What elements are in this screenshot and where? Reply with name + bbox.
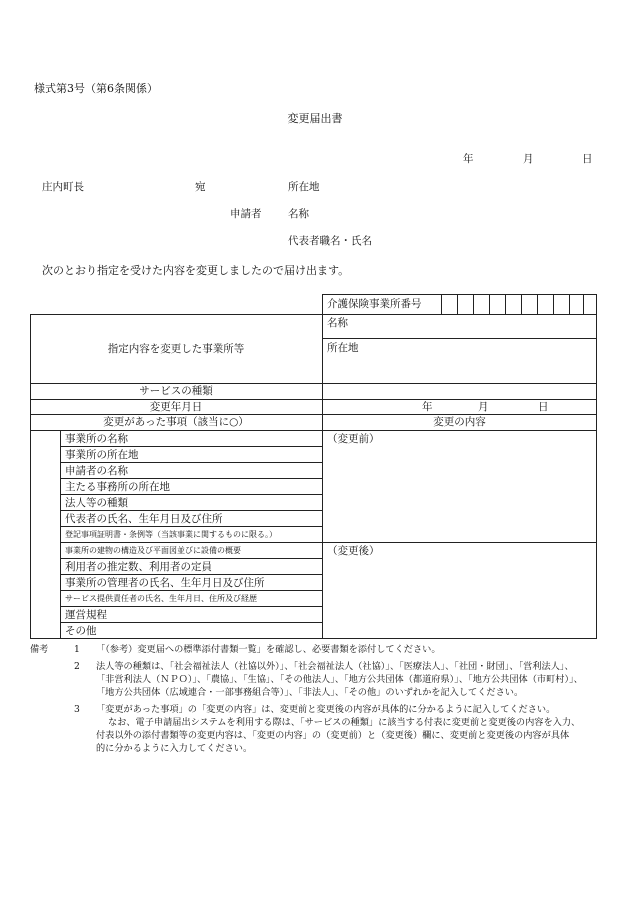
- office-name-label[interactable]: 名称: [327, 317, 348, 329]
- applicant-name-label: 名称: [288, 208, 309, 220]
- table-rule: [60, 558, 322, 559]
- table-rule: [60, 494, 322, 495]
- item-label[interactable]: 事業所の所在地: [65, 449, 139, 461]
- table-rule: [30, 399, 597, 400]
- item-label[interactable]: 事業所の名称: [65, 433, 128, 445]
- table-rule: [30, 414, 597, 415]
- table-rule: [60, 446, 322, 447]
- service-type-label: サービスの種類: [139, 385, 213, 397]
- change-date-year[interactable]: 年: [422, 401, 433, 413]
- table-rule: [322, 294, 323, 639]
- change-date-month[interactable]: 月: [478, 401, 489, 413]
- office-number-box[interactable]: [473, 294, 474, 314]
- office-number-box[interactable]: [569, 294, 570, 314]
- item-label[interactable]: 事業所の管理者の氏名、生年月日及び住所: [65, 577, 265, 589]
- item-label[interactable]: 代表者の氏名、生年月日及び住所: [65, 513, 223, 525]
- table-rule: [60, 462, 322, 463]
- item-label[interactable]: 登記事項証明書・条例等（当該事業に関するものに限る。）: [65, 530, 277, 539]
- item-label[interactable]: その他: [65, 625, 97, 637]
- table-rule: [60, 622, 322, 623]
- table-rule: [596, 294, 597, 639]
- note-line: 法人等の種類は、「社会福祉法人（社協以外）」、「社会福祉法人（社協）」、「医療法人」、「社団・財団」、「営利法人」、: [96, 661, 574, 672]
- note-line: なお、電子申請届出システムを利用する際は、「サービスの種類」に該当する付表に変更前と変更後の内容を入力、: [108, 717, 581, 728]
- note-line: 的に分かるように入力してください。: [96, 743, 253, 754]
- note-line: 「地方公共団体（広域連合・一部事務組合等）」、「非法人」、「その他」のいずれかを記入してください。: [96, 687, 524, 698]
- addressee-suffix: 宛: [195, 181, 206, 193]
- before-label[interactable]: （変更前）: [327, 433, 380, 445]
- table-rule: [30, 430, 597, 431]
- item-label[interactable]: 運営規程: [65, 609, 107, 621]
- item-label[interactable]: 法人等の種類: [65, 497, 128, 509]
- table-rule: [30, 383, 597, 384]
- applicant-label: 申請者: [230, 208, 262, 220]
- note-line: 「（参考）変更届への標準添付書類一覧」を確認し、必要書類を添付してください。: [96, 644, 441, 655]
- office-number-box[interactable]: [505, 294, 506, 314]
- change-date-label: 変更年月日: [149, 401, 203, 413]
- table-rule: [60, 510, 322, 511]
- item-label[interactable]: 利用者の推定数、利用者の定員: [65, 561, 212, 573]
- intro-text: 次のとおり指定を受けた内容を変更しましたので届け出ます。: [42, 264, 350, 277]
- table-rule: [30, 638, 597, 639]
- date-day-label: 日: [582, 153, 593, 165]
- office-number-box[interactable]: [521, 294, 522, 314]
- table-rule: [322, 294, 597, 295]
- item-label[interactable]: サービス提供責任者の氏名、生年月日、住所及び経歴: [65, 594, 257, 603]
- date-month-label: 月: [523, 153, 534, 165]
- changed-office-label: 指定内容を変更した事業所等: [107, 343, 245, 355]
- table-rule: [60, 574, 322, 575]
- item-label[interactable]: 主たる事務所の所在地: [65, 481, 170, 493]
- note-number: 2: [74, 661, 80, 672]
- office-number-box[interactable]: [489, 294, 490, 314]
- table-rule: [30, 314, 597, 315]
- table-rule: [60, 430, 61, 639]
- document-title: 変更届出書: [287, 112, 343, 125]
- table-rule: [30, 314, 31, 639]
- note-line: 付表以外の添付書類等の変更内容は、「変更の内容」の（変更前）と（変更後）欄に、変更前と変更後の内容が具体: [96, 730, 570, 741]
- note-number: 1: [74, 644, 80, 655]
- office-address-label[interactable]: 所在地: [327, 342, 359, 354]
- office-number-box[interactable]: [583, 294, 584, 314]
- changed-items-header: 変更があった事項（該当に○）: [103, 416, 249, 428]
- after-label[interactable]: （変更後）: [327, 545, 380, 557]
- note-number: 3: [74, 704, 80, 715]
- table-rule: [60, 606, 322, 607]
- table-rule: [322, 338, 597, 339]
- applicant-address-label: 所在地: [288, 181, 320, 193]
- table-rule: [60, 590, 322, 591]
- office-number-box[interactable]: [537, 294, 538, 314]
- office-number-box[interactable]: [553, 294, 554, 314]
- table-rule: [60, 478, 322, 479]
- table-rule: [60, 542, 597, 543]
- office-number-box[interactable]: [457, 294, 458, 314]
- office-number-box[interactable]: [441, 294, 442, 314]
- change-notification-table: [30, 294, 597, 639]
- table-rule: [60, 526, 322, 527]
- note-line: 「変更があった事項」の「変更の内容」は、変更前と変更後の内容が具体的に分かるように記入してください。: [96, 704, 556, 715]
- item-label[interactable]: 申請者の名称: [65, 465, 128, 477]
- change-content-header: 変更の内容: [433, 416, 486, 428]
- notes-heading: 備考: [30, 644, 49, 655]
- office-number-label: 介護保険事業所番号: [327, 298, 422, 310]
- note-line: 「非営利法人（ＮＰＯ）」、「農協」、「生協」、「その他法人」、「地方公共団体（都道府県）」、「地方公共団体（市町村）」、: [96, 674, 583, 685]
- form-number: 様式第3号（第6条関係）: [34, 82, 158, 95]
- change-date-day[interactable]: 日: [538, 401, 549, 413]
- item-label[interactable]: 事業所の建物の構造及び平面図並びに設備の概要: [65, 546, 241, 555]
- representative-label: 代表者職名・氏名: [288, 235, 372, 247]
- date-year-label: 年: [463, 153, 474, 165]
- addressee: 庄内町長: [42, 181, 84, 193]
